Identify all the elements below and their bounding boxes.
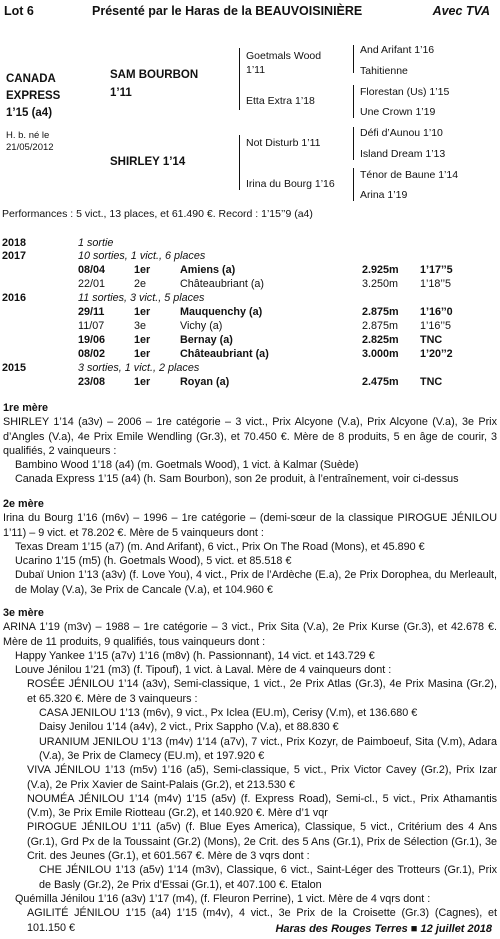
third-dam-produce-8: NOUMÉA JÉNILOU 1’14 (m4v) 1’15 (a5v) (f. Express Road), Semi-cl., 5 vict., Prix Athamantis (V.m), 3e Prix Emile Riotteau (Gr.2), et 140.920 €. Mère d’1 vqr — [27, 792, 497, 820]
divider-g3-1 — [353, 45, 354, 73]
dam-name: SHIRLEY 1’14 — [110, 156, 186, 168]
race-date: 22/01 — [78, 278, 106, 290]
race-distance: 2.925m — [362, 264, 399, 276]
divider-g3-4 — [353, 168, 354, 201]
race-date: 11/07 — [78, 320, 105, 332]
tva-note: Avec TVA — [432, 4, 490, 18]
divider-g3-2 — [353, 85, 354, 118]
race-venue: Châteaubriant (a) — [180, 278, 265, 290]
year-2016: 2016 — [2, 292, 27, 304]
sire-record: 1’11 — [110, 87, 132, 99]
page-footer: Haras des Rouges Terres ■ 12 juillet 2018 — [275, 923, 492, 935]
year-2017: 2017 — [2, 250, 27, 262]
race-time: 1’16’’0 — [420, 306, 453, 318]
race-place: 1er — [134, 334, 151, 346]
sex-birth-2: 21/05/2012 — [6, 142, 54, 153]
first-dam-section — [0, 401, 500, 487]
gen2-sire-sire-1: Goetmals Wood — [246, 50, 322, 62]
race-time: TNC — [420, 334, 443, 346]
first-dam-text: SHIRLEY 1’14 (a3v) – 2006 – 1re catégorie – 3 vict., Prix Alcyone (V.a), Prix Alcyone (V.a), 3e Prix d’Angles (V.a), 4e Prix Emile Wendling (Gr.3), et 70.450 €. Mère de 8 produits, 5 en âge de courir, 3 qualifiés, 2 vainqueurs : — [3, 416, 497, 457]
summary-2016: 11 sorties, 3 vict., 5 places — [78, 292, 205, 304]
race-time: 1’18’’5 — [420, 278, 452, 290]
third-dam-produce-9: PIROGUE JÉNILOU 1’11 (a5v) (f. Blue Eyes America), Classique, 5 vict., Critérium des 4 Ans (Gr.1), Grd Px de la Toussaint (Gr.2) (Mons), 2e Crit. des 5 Ans (Gr.1), Prix de Sélection (Gr.1), 3e Crit. des Jeunes (Gr.1), et 601.567 €. Mère de 3 vqrs dont : — [27, 821, 497, 863]
third-dam-produce-4: CASA JENILOU 1’13 (m6v), 9 vict., Px Iclea (EU.m), Cerisy (V.m), et 136.680 € — [39, 707, 418, 720]
horse-record: 1’15 (a4) — [6, 107, 53, 119]
race-venue: Bernay (a) — [180, 334, 233, 346]
gen3-8: Arina 1’19 — [360, 189, 408, 201]
third-dam-title: 3e mère — [3, 607, 44, 619]
presenter: Présenté par le Haras de la BEAUVOISINIÈRE — [92, 4, 363, 18]
gen2-dam-sire: Not Disturb 1’11 — [246, 137, 321, 149]
race-distance: 2.875m — [362, 306, 399, 318]
divider-g3-3 — [353, 127, 354, 160]
race-place: 2e — [134, 278, 147, 290]
horse-name-1: CANADA — [6, 73, 56, 85]
second-dam-produce-3: Dubaï Union 1’13 (a3v) (f. Love You), 4 vict., Prix de l’Ardèche (E.a), 2e Prix Dorophea, du Merleault, de Molay (V.a), 3e Prix de Cancale (V.a), et 104.960 € — [15, 569, 497, 596]
gen3-6: Island Dream 1’13 — [360, 148, 446, 160]
third-dam-produce-12: AGILITÉ JÉNILOU 1’15 (a4) 1’15 (m4v), 4 vict., 3e Prix de la Croisette (Gr.3) (Cagnes), et 101.150 € — [27, 907, 497, 934]
sex-birth-1: H. b. né le — [6, 130, 50, 141]
third-dam-produce-3: ROSÉE JÉNILOU 1’14 (a3v), Semi-classique, 1 vict., 2e Prix Atlas (Gr.3), 4e Prix Masina (Gr.2), et 65.320 €. Mère de 3 vainqueurs : — [27, 678, 497, 705]
race-record — [0, 237, 500, 387]
third-dam-produce-6: URANIUM JENILOU 1’13 (m4v) 1’14 (a7v), 7 vict., Prix Kozyr, de Paimboeuf, Sita (V.m), Adara (V.a), 3e Prix de Clamecy (EU.m), et 197.920 € — [39, 735, 497, 762]
third-dam-produce-5: Daisy Jenilou 1’14 (a4v), 2 vict., Prix Sappho (V.a), et 88.830 € — [39, 721, 339, 734]
gen2-dam-dam: Irina du Bourg 1’16 — [246, 178, 335, 190]
race-distance: 3.250m — [362, 278, 399, 290]
summary-2017: 10 sorties, 1 vict., 6 places — [78, 250, 206, 262]
third-dam-produce-11: Quémilla Jénilou 1’16 (a3v) 1’17 (m4), (f. Fleuron Perrine), 1 vict. Mère de 4 vqrs dont : — [15, 892, 431, 905]
third-dam-produce-7: VIVA JÉNILOU 1’13 (m5v) 1’16 (a5), Semi-classique, 5 vict., Prix Victor Cavey (Gr.2), Prix Izar (V.a), 2e Prix Xavier de Saint-Palais (Gr.2), et 213.530 € — [27, 764, 497, 791]
gen3-1: And Arifant 1’16 — [360, 44, 435, 56]
page-header — [4, 2, 496, 22]
race-venue: Amiens (a) — [180, 264, 236, 276]
race-date: 19/06 — [78, 334, 106, 346]
performances-summary: Performances : 5 vict., 13 places, et 61.490 €. Record : 1’15’’9 (a4) — [2, 208, 313, 220]
third-dam-produce-2: Louve Jénilou 1’21 (m3) (f. Tipouf), 1 vict. à Laval. Mère de 4 vainqueurs dont : — [15, 664, 392, 677]
third-dam-section — [0, 606, 500, 935]
divider-sire — [239, 48, 240, 110]
summary-2018: 1 sortie — [78, 237, 114, 249]
second-dam-produce-1: Texas Dream 1’15 (a7) (m. And Arifant), 6 vict., Prix On The Road (Mons), et 45.890 € — [15, 540, 425, 553]
race-time: 1’17’’5 — [420, 264, 453, 276]
summary-2015: 3 sorties, 1 vict., 2 places — [78, 362, 200, 374]
divider-dam — [239, 135, 240, 190]
year-2015: 2015 — [2, 362, 27, 374]
third-dam-produce-1: Happy Yankee 1’15 (a7v) 1’16 (m8v) (h. Passionnant), 14 vict. et 143.729 € — [15, 649, 375, 662]
first-dam-produce-2: Canada Express 1’15 (a4) (h. Sam Bourbon), son 2e produit, à l’entraînement, voir ci-dessus — [15, 473, 459, 486]
first-dam-produce-1: Bambino Wood 1’18 (a4) (m. Goetmals Wood), 1 vict. à Kalmar (Suède) — [15, 459, 359, 472]
race-date: 08/04 — [78, 264, 106, 276]
horse-name-2: EXPRESS — [6, 90, 61, 102]
race-venue: Châteaubriant (a) — [180, 348, 269, 360]
race-time: 1’20’’2 — [420, 348, 453, 360]
race-distance: 2.475m — [362, 376, 399, 388]
race-time: 1’16’’5 — [420, 320, 452, 332]
race-venue: Royan (a) — [180, 376, 230, 388]
lot-number: Lot 6 — [4, 4, 34, 18]
race-place: 1er — [134, 306, 151, 318]
gen3-5: Défi d’Aunou 1’10 — [360, 127, 443, 139]
gen3-2: Tahitienne — [360, 65, 408, 77]
gen3-3: Florestan (Us) 1’15 — [360, 86, 450, 98]
race-place: 1er — [134, 264, 151, 276]
race-place: 3e — [134, 320, 147, 332]
race-venue: Vichy (a) — [180, 320, 223, 332]
gen3-7: Ténor de Baune 1’14 — [360, 169, 459, 181]
race-distance: 3.000m — [362, 348, 399, 360]
gen3-4: Une Crown 1’19 — [360, 106, 436, 118]
sire-name: SAM BOURBON — [110, 69, 199, 81]
race-date: 08/02 — [78, 348, 106, 360]
race-venue: Mauquenchy (a) — [180, 306, 263, 318]
third-dam-text: ARINA 1’19 (m3v) – 1988 – 1re catégorie – 3 vict., Prix Sita (V.a), 2e Prix Kurse (Gr.3), et 42.678 €. Mère de 11 produits, 9 qualifiés, tous vainqueurs dont : — [3, 621, 497, 648]
year-2018: 2018 — [2, 237, 27, 249]
race-date: 29/11 — [78, 306, 105, 318]
race-place: 1er — [134, 376, 151, 388]
third-dam-produce-10: CHE JÉNILOU 1’13 (a5v) 1’14 (m3v), Classique, 6 vict., Saint-Léger des Trotteurs (Gr.1), Prix de Basly (Gr.2), 2e Prix d’Essai (Gr.1), et 407.100 €. Etalon — [39, 864, 497, 891]
second-dam-section — [0, 497, 500, 597]
first-dam-title: 1re mère — [3, 402, 49, 414]
second-dam-title: 2e mère — [3, 498, 44, 510]
race-distance: 2.875m — [362, 320, 399, 332]
second-dam-produce-2: Ucarino 1’15 (m5) (h. Goetmals Wood), 5 vict. et 85.518 € — [15, 555, 292, 568]
gen2-sire-dam: Etta Extra 1’18 — [246, 95, 315, 107]
race-time: TNC — [420, 376, 443, 388]
second-dam-text: Irina du Bourg 1’16 (m6v) – 1996 – 1re catégorie – (demi-sœur de la classique PIROGUE JÉNILOU 1’11) – 9 vict. et 78.202 €. Mère de 5 vainqueurs dont : — [3, 512, 497, 539]
race-distance: 2.825m — [362, 334, 399, 346]
race-place: 1er — [134, 348, 151, 360]
race-date: 23/08 — [78, 376, 106, 388]
gen2-sire-sire-2: 1’11 — [246, 64, 266, 76]
